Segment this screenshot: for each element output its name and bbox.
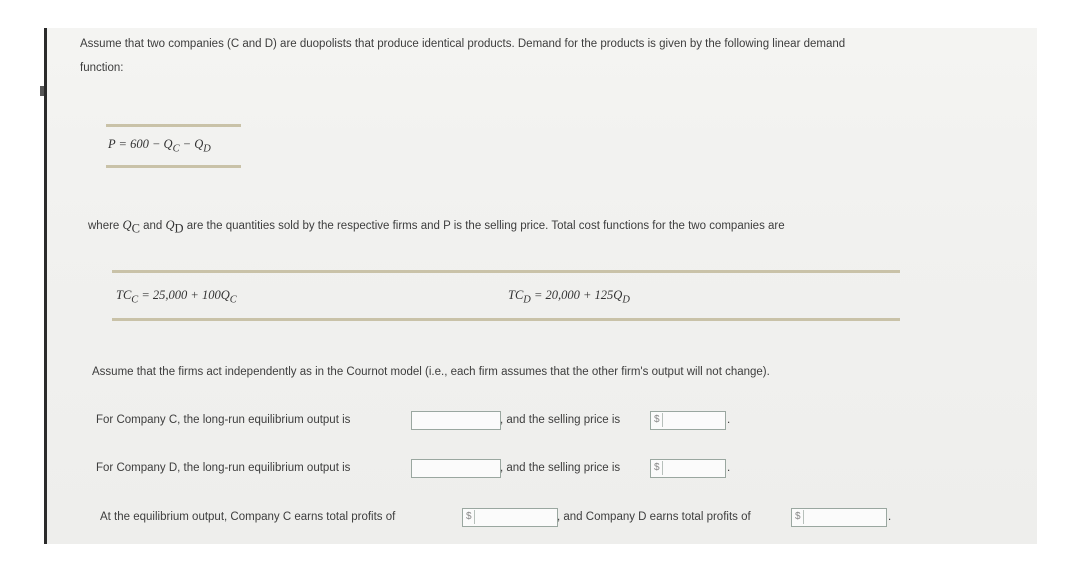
profits-c-input[interactable]: $ bbox=[462, 508, 558, 527]
company-c-output-input[interactable] bbox=[411, 411, 501, 430]
cost-function-c: $TC_C = 25,000 + 100Q_C$ bbox=[116, 288, 237, 306]
company-c-output-label: For Company C, the long-run equilibrium output is bbox=[96, 414, 351, 426]
company-c-output-field[interactable] bbox=[412, 412, 500, 429]
profits-c-label: At the equilibrium output, Company C earns total profits of bbox=[100, 511, 396, 523]
company-d-price-input[interactable]: $ bbox=[650, 459, 726, 478]
company-d-price-label: , and the selling price is bbox=[500, 462, 621, 474]
company-d-output-label: For Company D, the long-run equilibrium output is bbox=[96, 462, 351, 474]
intro-line-2: function: bbox=[80, 62, 124, 74]
demand-equation: $P = 600 - Q_C - Q_D$ bbox=[108, 137, 211, 155]
cournot-text: Assume that the firms act independently as in the Cournot model (i.e., each firm assumes that the other firm's output will not change). bbox=[92, 366, 770, 378]
profits-period: . bbox=[888, 511, 892, 523]
equation-rule-bottom bbox=[106, 165, 241, 168]
profits-d-input[interactable]: $ bbox=[791, 508, 887, 527]
company-d-output-input[interactable] bbox=[411, 459, 501, 478]
company-c-period: . bbox=[727, 414, 731, 426]
profits-d-label: , and Company D earns total profits of bbox=[557, 511, 751, 523]
left-border-mark bbox=[40, 86, 44, 96]
company-c-price-input[interactable]: $ bbox=[650, 411, 726, 430]
where-text: where $Q_C$ and $Q_D$ are the quantities sold by the respective firms and P is the selling price. Total cost functions for the two companies are bbox=[88, 218, 785, 236]
company-d-output-field[interactable] bbox=[412, 460, 500, 477]
top-margin bbox=[0, 0, 1072, 27]
company-d-period: . bbox=[727, 462, 731, 474]
equation-rule-top bbox=[106, 124, 241, 127]
bottom-margin bbox=[44, 544, 1072, 584]
cost-rule-bottom bbox=[112, 318, 900, 321]
intro-line-1: Assume that two companies (C and D) are duopolists that produce identical products. Demand for the products is given by the following linear demand bbox=[80, 38, 846, 50]
cost-rule-top bbox=[112, 270, 900, 273]
cost-function-d: $TC_D = 20,000 + 125Q_D$ bbox=[508, 288, 630, 306]
company-c-price-label: , and the selling price is bbox=[500, 414, 621, 426]
